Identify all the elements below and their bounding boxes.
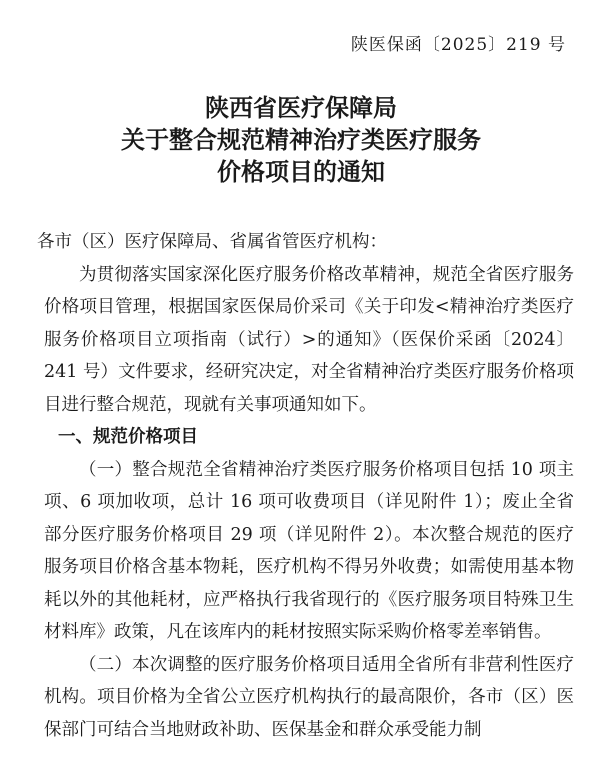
document-title xyxy=(0,92,602,188)
salutation: 各市（区）医疗保障局、省属省管医疗机构： xyxy=(37,232,387,252)
title-line-1: 陕西省医疗保障局 xyxy=(205,93,397,122)
document-body xyxy=(37,226,574,746)
item-1-paragraph: （一）整合规范全省精神治疗类医疗服务价格项目包括 10 项主项、6 项加收项，总计 16 项可收费项目（详见附件 1）；废止全省部分医疗服务价格项目 29 项（详见附件 2）。本次整合规范的医疗服务项目价格含基本物耗，医疗机构不得另外收费；如需使用基本物耗以外的其他耗材，应严格执行我省现行的《医疗服务项目特殊卫生材料库》政策，凡在该库内的耗材按照实际采购价格零差率销售。 xyxy=(44,459,574,642)
document-number: 陕医保函〔2025〕219 号 xyxy=(350,35,566,55)
intro-paragraph: 为贯彻落实国家深化医疗服务价格改革精神，规范全省医疗服务价格项目管理，根据国家医保局价采司《关于印发<精神治疗类医疗服务价格项目立项指南（试行）>的通知》（医保价采函〔2024〕241 号）文件要求，经研究决定，对全省精神治疗类医疗服务价格项目进行整合规范，现就有关事项通知如下。 xyxy=(44,264,574,415)
title-line-2: 关于整合规范精神治疗类医疗服务 xyxy=(121,125,481,154)
item-2-paragraph: （二）本次调整的医疗服务价格项目适用全省所有非营利性医疗机构。项目价格为全省公立医疗机构执行的最高限价，各市（区）医保部门可结合当地财政补助、医保基金和群众承受能力制 xyxy=(44,654,574,740)
section-heading-1: 一、规范价格项目 xyxy=(58,427,198,447)
title-line-3: 价格项目的通知 xyxy=(217,157,385,186)
